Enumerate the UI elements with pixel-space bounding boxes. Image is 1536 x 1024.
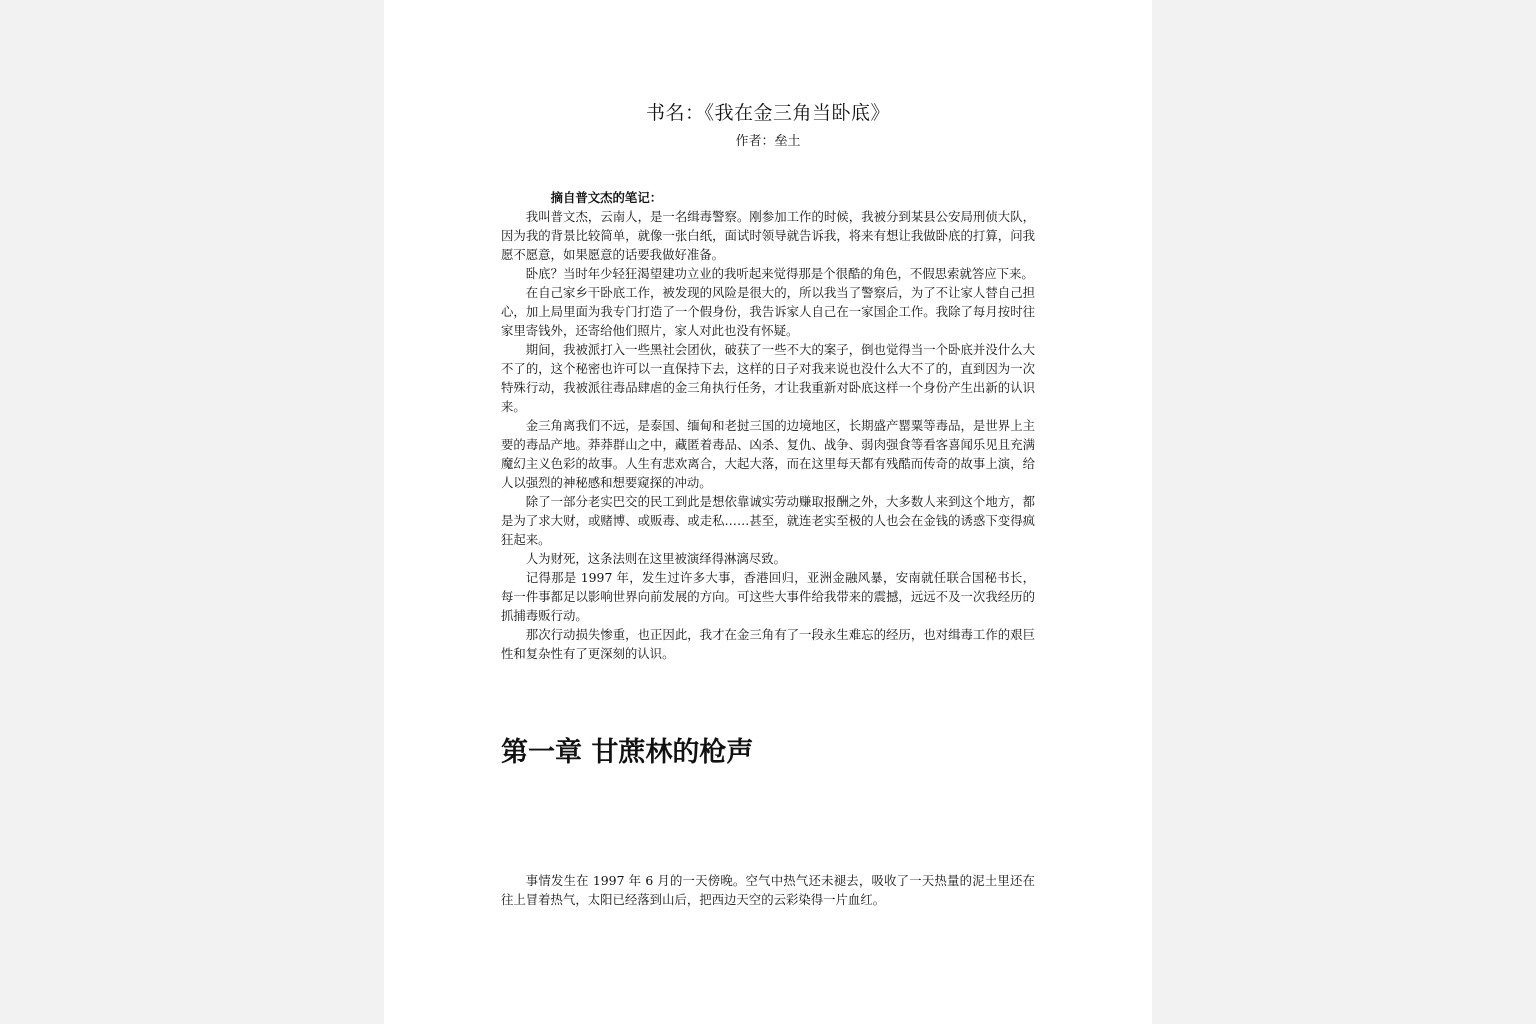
paragraph: 我叫普文杰，云南人，是一名缉毒警察。刚参加工作的时候，我被分到某县公安局刑侦大队，因为我的背景比较简单，就像一张白纸，面试时领导就告诉我，将来有想让我做卧底的打算，问我愿不愿意，如果愿意的话要我做好准备。 — [501, 209, 1035, 262]
paragraph: 期间，我被派打入一些黑社会团伙，破获了一些不大的案子，倒也觉得当一个卧底并没什么大不了的，这个秘密也许可以一直保持下去，这样的日子对我来说也没什么大不了的，直到因为一次特殊行动，我被派往毒品肆虐的金三角执行任务，才让我重新对卧底这样一个身份产生出新的认识来。 — [501, 342, 1035, 414]
paragraph: 记得那是 1997 年，发生过许多大事，香港回归，亚洲金融风暴，安南就任联合国秘书长，每一件事都足以影响世界向前发展的方向。可这些大事件给我带来的震撼，远远不及一次我经历的抓捕毒贩行动。 — [501, 570, 1035, 623]
chapter-title: 第一章 甘蔗林的枪声 — [501, 737, 754, 768]
author-line: 作者：垒土 — [735, 134, 801, 149]
paragraph: 除了一部分老实巴交的民工到此是想依靠诚实劳动赚取报酬之外，大多数人来到这个地方，都是为了求大财，或赌博、或贩毒、或走私……甚至，就连老实至极的人也会在金钱的诱惑下变得疯狂起来。 — [501, 494, 1035, 547]
paragraph: 在自己家乡干卧底工作，被发现的风险是很大的，所以我当了警察后，为了不让家人替自己担心，加上局里面为我专门打造了一个假身份，我告诉家人自己在一家国企工作。我除了每月按时往家里寄钱外，还寄给他们照片，家人对此也没有怀疑。 — [501, 285, 1035, 338]
book-title: 书名：《我在金三角当卧底》 — [645, 102, 890, 124]
paragraph: 那次行动损失惨重，也正因此，我才在金三角有了一段永生难忘的经历，也对缉毒工作的艰巨性和复杂性有了更深刻的认识。 — [501, 627, 1035, 661]
paragraph: 金三角离我们不远，是泰国、缅甸和老挝三国的边境地区，长期盛产罂粟等毒品，是世界上主要的毒品产地。莽莽群山之中，藏匿着毒品、凶杀、复仇、战争、弱肉强食等看客喜闻乐见且充满魔幻主义色彩的故事。人生有悲欢离合，大起大落，而在这里每天都有残酷而传奇的故事上演，给人以强烈的神秘感和想要窥探的冲动。 — [501, 418, 1035, 490]
paragraph: 卧底？当时年少轻狂渴望建功立业的我听起来觉得那是个很酷的角色，不假思索就答应下来。 — [525, 266, 1034, 281]
notes-heading: 摘自普文杰的笔记： — [550, 190, 663, 205]
document-page — [384, 0, 1152, 1024]
paragraph: 人为财死，这条法则在这里被演绎得淋漓尽致。 — [525, 551, 786, 566]
chapter-body — [501, 871, 1035, 909]
notes-section — [501, 188, 1035, 663]
paragraph: 事情发生在 1997 年 6 月的一天傍晚。空气中热气还未褪去，吸收了一天热量的泥土里还在往上冒着热气，太阳已经落到山后，把西边天空的云彩染得一片血红。 — [501, 873, 1035, 907]
